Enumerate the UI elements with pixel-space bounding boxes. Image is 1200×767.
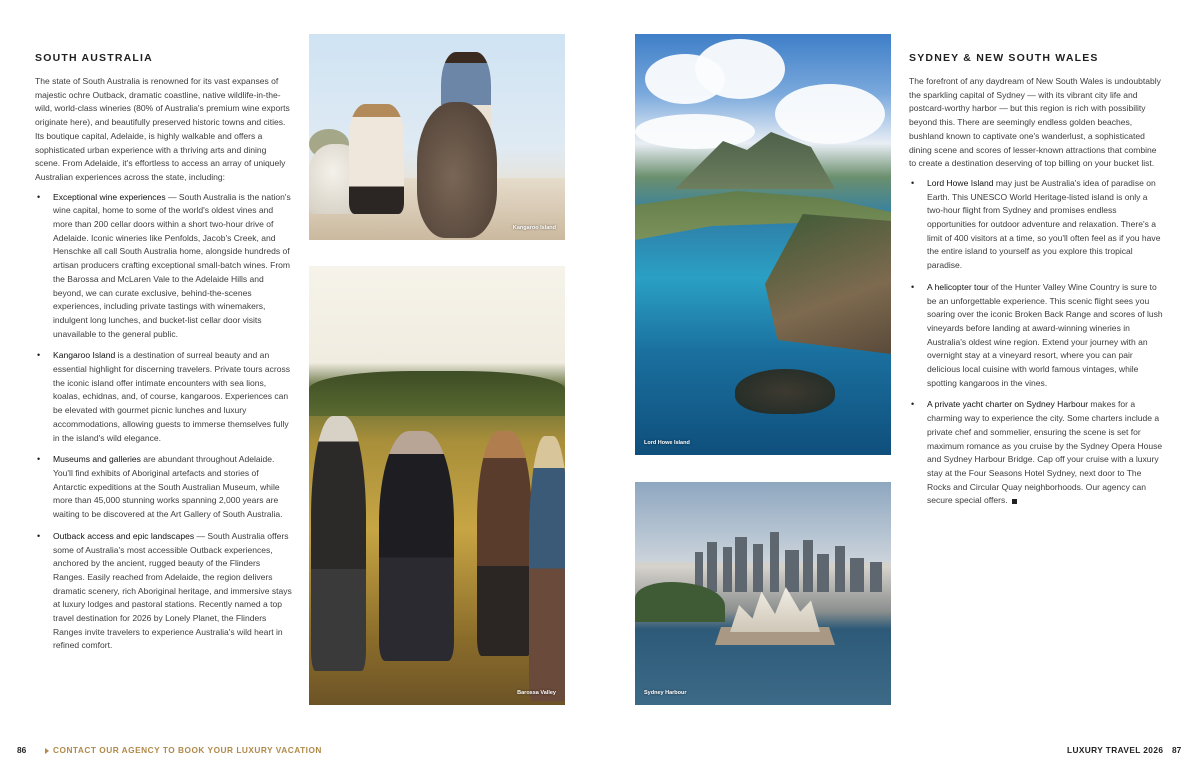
bullet-list [35, 191, 293, 654]
woman-figure [349, 104, 404, 214]
list-item [909, 398, 1165, 508]
bullet-icon: • [911, 281, 915, 292]
bullet-icon: • [37, 454, 41, 465]
play-arrow-icon [45, 748, 49, 754]
page-number-left: 86 [17, 745, 27, 755]
bullet-text: is a destination of surreal beauty and an essential highlight for discerning travelers. Private tours across the iconic island offer intimate encounters with sea lions, koalas, echidnas, and, of course, kangaroos. Experiences can be elevated with gourmet picnic lunches and luxury accommodations, allowing guests to immerse themselves fully in the island's wild elegance. [53, 350, 291, 443]
sydney-nsw-column [909, 52, 1165, 516]
opera-house-shape [730, 587, 820, 632]
cloud-shape [775, 84, 885, 144]
bullet-icon: • [911, 399, 915, 410]
building-shape [723, 547, 732, 592]
building-shape [770, 532, 779, 592]
bullet-text: — South Australia is the nation's wine capital, home to some of the world's oldest vines and more than 200 cellar doors within a short two-hour drive of Adelaide. Iconic wineries like Penfolds, Jacob's Creek, and Henschke all call South Australia home, alongside hundreds of artisan producers crafting exceptional small-batch wines. From the Barossa and McLaren Vale to the Adelaide Hills and beyond, we can curate exclusive, behind-the-scenes experiences, including private tastings with winemakers, indulgent long lunches, and bucket-list cellar door visits unavailable to the general public. [53, 191, 291, 339]
south-australia-column [35, 52, 293, 661]
photo-caption: Sydney Harbour [644, 690, 687, 696]
bullet-icon: • [37, 530, 41, 541]
cloud-shape [635, 114, 755, 149]
tree-line-shape [309, 371, 565, 416]
sky-shape [635, 482, 891, 562]
person-figure [477, 431, 532, 656]
bullet-text: of the Hunter Valley Wine Country is sure to be an unforgettable experience. This scenic flight sees you soaring over the iconic Broken Back Range and scores of lush vineyards before landing at award-winning wineries in Australia's oldest wine region. Extend your journey with an overnight stay at a vineyard resort, where you can pair delicious local cuisine with world famous vintages, while spotting kangaroos in the vines. [927, 281, 1163, 388]
kangaroo-figure [417, 102, 497, 238]
building-shape [850, 558, 864, 592]
bullet-text: makes for a charming way to experience the city. Some charters include a private chef and sommelier, ensuring the scene is set for maximum romance as you cruise by the Sydney Opera House and Sydney Harbour Bridge. Cap off your cruise with a luxury stay at the Four Seasons Hotel Sydney, next door to The Rocks and Circular Quay neighborhoods. Our agency can secure special offers. [927, 399, 1163, 506]
building-shape [817, 554, 829, 592]
list-item [35, 191, 293, 342]
bullet-text: are abundant throughout Adelaide. You'll find exhibits of Aboriginal artefacts and stories of Antarctic expeditions at the South Australian Museum, while more than 45,000 stunning works spanning 2,000 years are waiting to be discovered at the Art Gallery of South Australia. [53, 454, 283, 520]
cta-label: CONTACT OUR AGENCY TO BOOK YOUR LUXURY VACATION [53, 745, 322, 755]
bullet-lead: Lord Howe Island [927, 177, 994, 188]
building-shape [753, 544, 763, 592]
bullet-text: may just be Australia's idea of paradise on Earth. This UNESCO World Heritage-listed island is only a two-hour flight from Sydney and promises endless opportunities for outdoor adventure and relaxation. There's a limit of 400 visitors at a time, so you'll often feel as if you have the entire island to yourself as you explore this tropical paradise. [927, 177, 1161, 271]
list-item [909, 281, 1165, 391]
building-shape [870, 562, 882, 592]
building-shape [835, 546, 845, 592]
photo-caption: Lord Howe Island [644, 440, 690, 446]
photo-caption: Barossa Valley [517, 690, 556, 696]
bullet-icon: • [911, 177, 915, 188]
publication-title: LUXURY TRAVEL 2026 [1067, 745, 1164, 755]
barossa-valley-photo [309, 266, 565, 705]
bullet-icon: • [37, 350, 41, 361]
person-figure [311, 416, 366, 671]
lord-howe-island-photo [635, 34, 891, 455]
building-shape [803, 540, 813, 592]
page-number-right: 87 [1172, 745, 1182, 755]
kangaroo-island-photo [309, 34, 565, 240]
cliff-shape [765, 214, 891, 354]
bullet-lead: A helicopter tour [927, 281, 989, 292]
cloud-shape [695, 39, 785, 99]
islet-shape [735, 369, 835, 414]
bullet-list [909, 177, 1165, 508]
bullet-lead: Exceptional wine experiences [53, 191, 166, 202]
bullet-lead: A private yacht charter on Sydney Harbour [927, 399, 1089, 410]
building-shape [785, 550, 799, 592]
bullet-lead: Museums and galleries [53, 454, 141, 465]
bullet-text: — South Australia offers some of Australia's most accessible Outback experiences, anchored by the ancient, rugged beauty of the Flinders Ranges. Easily reached from Adelaide, the region delivers dramatic scenery, rich Aboriginal heritage, and immersive stays at luxury lodges and pastoral stations. Recently named a top travel destination for 2026 by Lonely Planet, the Flinders Ranges invite travelers to experience Australia's wild heart in refined comfort. [53, 530, 292, 651]
contact-cta-link[interactable] [45, 745, 322, 755]
intro-paragraph: The state of South Australia is renowned for its vast expanses of majestic ochre Outback, dramatic coastline, native wildlife-in-the-wild, world-class wineries (80% of Australia's premium wine exports originate here), and beautifully preserved historic towns and cities. Its boutique capital, Adelaide, is highly walkable and offers a sophisticated urban experience with a thriving arts and dining scene. From Adelaide, it's effortless to access an array of uniquely Australian experiences across the state, including: [35, 76, 290, 182]
intro-paragraph: The forefront of any daydream of New South Wales is undoubtably the sparkling capital of Sydney — with its vibrant city life and postcard-worthy harbor — but this region is rich with possibility beyond this. There are seemingly endless golden beaches, bushland known to captivate one's wanderlust, a sophisticated dining scene and scores of lesser-known attractions that combine to create a destination deserving of top billing on your bucket list. [909, 76, 1161, 169]
section-heading: SYDNEY & NEW SOUTH WALES [909, 52, 1099, 64]
person-figure [379, 431, 454, 661]
photo-caption: Kangaroo Island [512, 225, 556, 231]
building-shape [735, 537, 747, 592]
bullet-lead: Outback access and epic landscapes [53, 530, 195, 541]
list-item [35, 530, 293, 653]
bullet-lead: Kangaroo Island [53, 350, 116, 361]
building-shape [707, 542, 717, 592]
end-mark-icon [1012, 499, 1017, 504]
bullet-icon: • [37, 191, 41, 202]
section-heading: SOUTH AUSTRALIA [35, 52, 153, 64]
person-figure [529, 436, 565, 701]
list-item [35, 453, 293, 522]
list-item [35, 349, 293, 445]
list-item [909, 177, 1165, 273]
sydney-harbour-photo [635, 482, 891, 705]
